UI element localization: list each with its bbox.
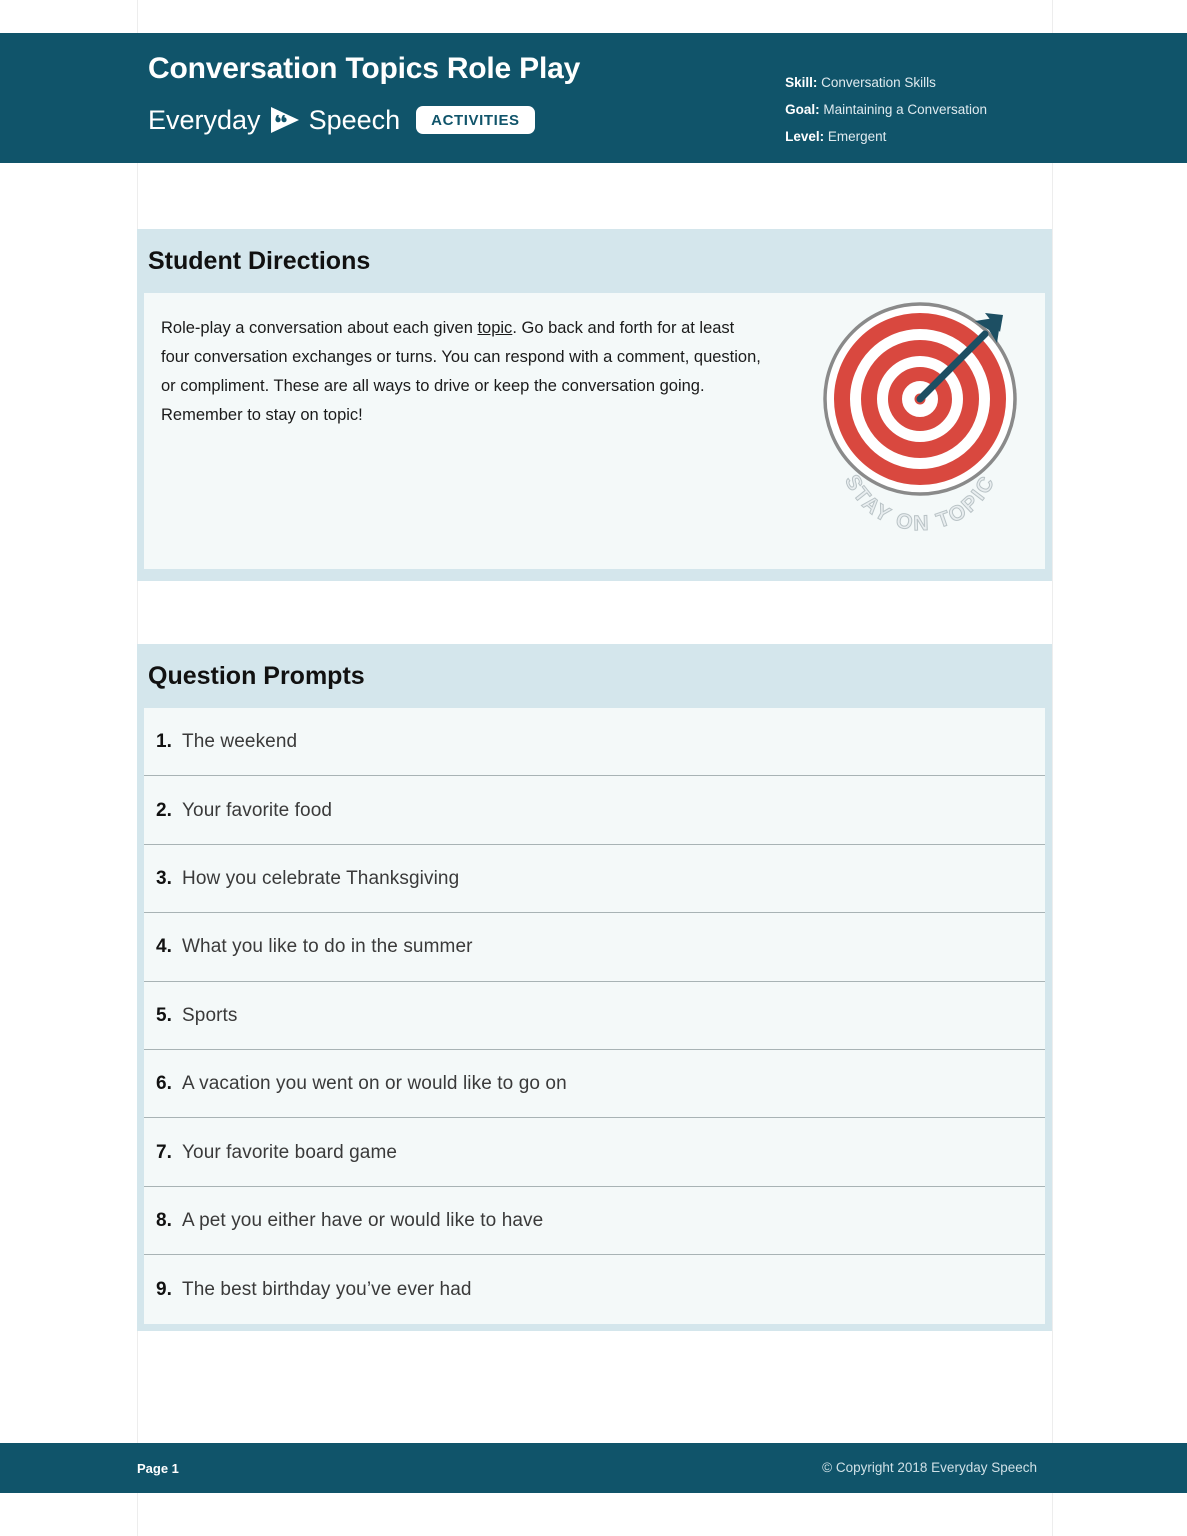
footer-page-number: Page 1 <box>137 1460 179 1476</box>
student-directions-body <box>144 293 1045 569</box>
student-directions-text <box>161 314 761 430</box>
directions-text-underlined: topic <box>477 319 513 337</box>
student-directions-heading: Student Directions <box>148 247 371 275</box>
prompt-row <box>144 776 1045 844</box>
prompt-number: 7. <box>156 1141 172 1163</box>
meta-row-goal <box>785 96 987 123</box>
prompt-number: 3. <box>156 867 172 889</box>
prompt-number: 8. <box>156 1209 172 1231</box>
prompt-row <box>144 1050 1045 1118</box>
meta-row-level <box>785 123 987 150</box>
student-directions-card <box>137 229 1052 581</box>
question-prompts-list <box>144 708 1045 1324</box>
prompt-row <box>144 1118 1045 1186</box>
prompt-number: 5. <box>156 1004 172 1026</box>
prompt-text: The weekend <box>182 731 298 753</box>
brand-name-first: Everyday <box>148 104 261 135</box>
prompt-text: Your favorite board game <box>182 1141 398 1163</box>
prompt-text: How you celebrate Thanksgiving <box>182 867 460 889</box>
brand-name-second: Speech <box>308 104 401 135</box>
page-header <box>0 33 1187 163</box>
prompt-text: Your favorite food <box>182 799 333 821</box>
header-left-group <box>0 33 580 135</box>
play-quote-logo-icon <box>268 105 302 135</box>
prompt-text: What you like to do in the summer <box>182 936 473 958</box>
meta-label-level: Level: <box>785 129 825 144</box>
prompt-number: 2. <box>156 799 172 821</box>
page-title: Conversation Topics Role Play <box>148 52 581 85</box>
prompt-row <box>144 982 1045 1050</box>
prompt-number: 9. <box>156 1278 172 1300</box>
prompt-row <box>144 1187 1045 1255</box>
prompt-number: 6. <box>156 1073 172 1095</box>
prompt-text: The best birthday you’ve ever had <box>182 1278 472 1300</box>
footer-copyright: © Copyright 2018 Everyday Speech <box>822 1460 1037 1476</box>
activities-badge: ACTIVITIES <box>416 106 535 134</box>
prompt-text: Sports <box>182 1004 238 1026</box>
student-directions-inner <box>144 293 1045 569</box>
prompt-number: 4. <box>156 936 172 958</box>
meta-value-level: Emergent <box>827 129 887 144</box>
prompt-row <box>144 1255 1045 1323</box>
meta-row-skill <box>785 69 987 96</box>
directions-text-part1: Role-play a conversation about each given <box>161 319 478 337</box>
prompt-text: A vacation you went on or would like to go on <box>182 1073 567 1095</box>
meta-label-skill: Skill: <box>785 75 818 90</box>
meta-value-skill: Conversation Skills <box>821 75 936 90</box>
meta-label-goal: Goal: <box>785 102 820 117</box>
stay-on-topic-target-icon <box>817 299 1023 531</box>
meta-value-goal: Maintaining a Conversation <box>823 102 987 117</box>
prompt-row <box>144 913 1045 981</box>
question-prompts-heading: Question Prompts <box>148 662 365 690</box>
page-footer <box>0 1443 1187 1493</box>
target-caption: STAY ON TOPIC <box>840 471 1000 531</box>
brand-logo <box>148 105 580 135</box>
prompt-number: 1. <box>156 731 172 753</box>
header-metadata <box>785 33 987 150</box>
prompt-text: A pet you either have or would like to have <box>182 1209 544 1231</box>
prompt-row <box>144 708 1045 776</box>
margin-guide-right <box>1052 0 1053 1536</box>
prompt-row <box>144 845 1045 913</box>
directions-text-part2: . Go back and forth for at least four conversation exchanges or turns. You can respond with a comment, question, or compliment. These are all ways to drive or keep the conversation going. Remember to stay on topic! <box>161 319 761 424</box>
question-prompts-card <box>137 644 1052 1331</box>
